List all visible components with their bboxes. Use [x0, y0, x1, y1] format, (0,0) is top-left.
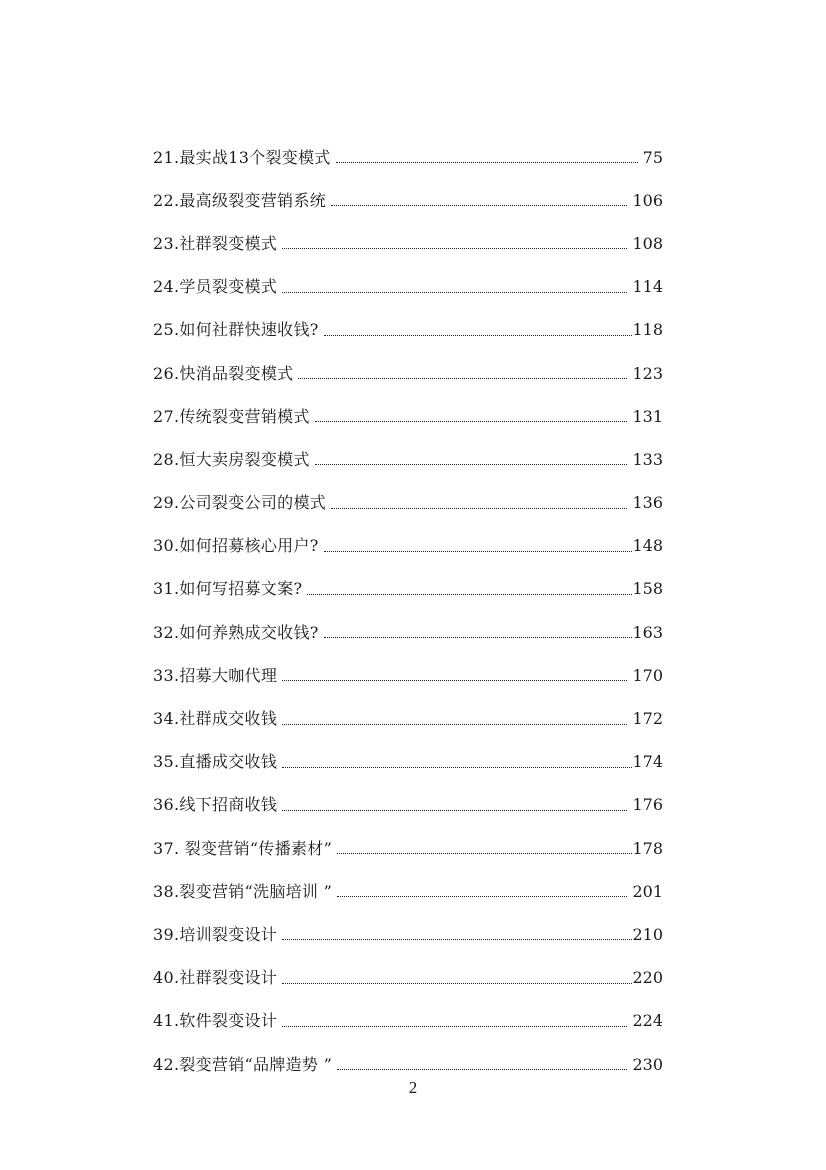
toc-entry[interactable] [153, 266, 663, 309]
toc-entry-page: 220 [632, 968, 663, 988]
toc-dot-leader [315, 421, 628, 422]
toc-entry-title: 23.社群裂变模式 [153, 233, 278, 253]
toc-entry-title: 36.线下招商收钱 [153, 795, 278, 815]
toc-entry-title: 42.裂变营销“品牌造势 ” [153, 1054, 333, 1074]
toc-entry-page: 118 [632, 320, 663, 340]
table-of-contents [153, 136, 663, 1086]
toc-entry-page: 108 [632, 233, 663, 253]
toc-entry-page: 170 [632, 665, 663, 685]
toc-entry[interactable] [153, 568, 663, 611]
toc-entry-page: 172 [632, 709, 663, 729]
toc-entry-title: 31.如何写招募文案? [153, 579, 303, 599]
toc-entry[interactable] [153, 482, 663, 525]
toc-entry-title: 32.如何养熟成交收钱? [153, 622, 319, 642]
toc-entry-page: 176 [632, 795, 663, 815]
toc-entry-title: 38.裂变营销“洗脑培训 ” [153, 881, 333, 901]
toc-entry-title: 40.社群裂变设计 [153, 968, 278, 988]
toc-entry-title: 24.学员裂变模式 [153, 277, 278, 297]
toc-dot-leader [282, 767, 632, 768]
toc-entry-title: 21.最实战13个裂变模式 [153, 147, 331, 167]
toc-entry[interactable] [153, 741, 663, 784]
toc-entry[interactable] [153, 222, 663, 265]
page-number: 2 [408, 1078, 418, 1097]
toc-entry[interactable] [153, 525, 663, 568]
toc-entry-title: 27.传统裂变营销模式 [153, 406, 310, 426]
toc-entry-page: 163 [632, 622, 663, 642]
toc-entry-title: 25.如何社群快速收钱? [153, 320, 319, 340]
toc-entry[interactable] [153, 654, 663, 697]
toc-entry-page: 178 [632, 838, 663, 858]
toc-dot-leader [336, 162, 638, 163]
toc-entry-page: 230 [632, 1054, 663, 1074]
toc-entry-title: 33.招募大咖代理 [153, 665, 278, 685]
toc-entry[interactable] [153, 179, 663, 222]
toc-entry-page: 224 [632, 1011, 663, 1031]
toc-entry-title: 41.软件裂变设计 [153, 1011, 278, 1031]
toc-dot-leader [282, 680, 627, 681]
toc-entry[interactable] [153, 913, 663, 956]
toc-entry-page: 114 [632, 277, 663, 297]
toc-dot-leader [282, 248, 627, 249]
toc-dot-leader [331, 205, 627, 206]
toc-dot-leader [282, 292, 627, 293]
toc-entry-page: 148 [632, 536, 663, 556]
toc-dot-leader [282, 939, 632, 940]
toc-dot-leader [324, 551, 633, 552]
toc-entry-title: 29.公司裂变公司的模式 [153, 493, 327, 513]
toc-dot-leader [324, 637, 633, 638]
toc-entry-page: 136 [632, 493, 663, 513]
toc-entry-title: 39.培训裂变设计 [153, 924, 278, 944]
toc-dot-leader [315, 464, 628, 465]
toc-dot-leader [337, 896, 627, 897]
toc-entry[interactable] [153, 309, 663, 352]
toc-entry-title: 34.社群成交收钱 [153, 709, 278, 729]
toc-entry-page: 131 [632, 406, 663, 426]
toc-entry[interactable] [153, 611, 663, 654]
toc-dot-leader [331, 508, 627, 509]
toc-entry-page: 210 [632, 924, 663, 944]
toc-entry[interactable] [153, 1000, 663, 1043]
toc-entry-page: 158 [632, 579, 663, 599]
toc-entry-page: 106 [632, 190, 663, 210]
toc-entry-page: 201 [632, 881, 663, 901]
toc-dot-leader [282, 1026, 627, 1027]
toc-entry-page: 123 [632, 363, 663, 383]
toc-entry[interactable] [153, 957, 663, 1000]
toc-entry-title: 35.直播成交收钱 [153, 752, 278, 772]
toc-entry[interactable] [153, 438, 663, 481]
toc-entry[interactable] [153, 395, 663, 438]
toc-entry-title: 26.快消品裂变模式 [153, 363, 294, 383]
toc-entry-page: 174 [632, 752, 663, 772]
toc-entry-page: 133 [632, 449, 663, 469]
toc-entry[interactable] [153, 870, 663, 913]
toc-entry-title: 37. 裂变营销“传播素材” [153, 838, 333, 858]
toc-dot-leader [337, 853, 632, 854]
toc-entry[interactable] [153, 352, 663, 395]
toc-entry[interactable] [153, 697, 663, 740]
toc-dot-leader [282, 983, 632, 984]
toc-dot-leader [324, 335, 633, 336]
toc-entry-title: 28.恒大卖房裂变模式 [153, 449, 310, 469]
toc-dot-leader [337, 1069, 627, 1070]
toc-entry-title: 30.如何招募核心用户? [153, 536, 319, 556]
toc-entry[interactable] [153, 784, 663, 827]
toc-entry-page: 75 [642, 147, 663, 167]
toc-dot-leader [298, 378, 627, 379]
toc-entry[interactable] [153, 827, 663, 870]
toc-dot-leader [307, 594, 632, 595]
toc-dot-leader [282, 724, 627, 725]
toc-entry[interactable] [153, 136, 663, 179]
toc-entry-title: 22.最高级裂变营销系统 [153, 190, 327, 210]
toc-dot-leader [282, 810, 627, 811]
